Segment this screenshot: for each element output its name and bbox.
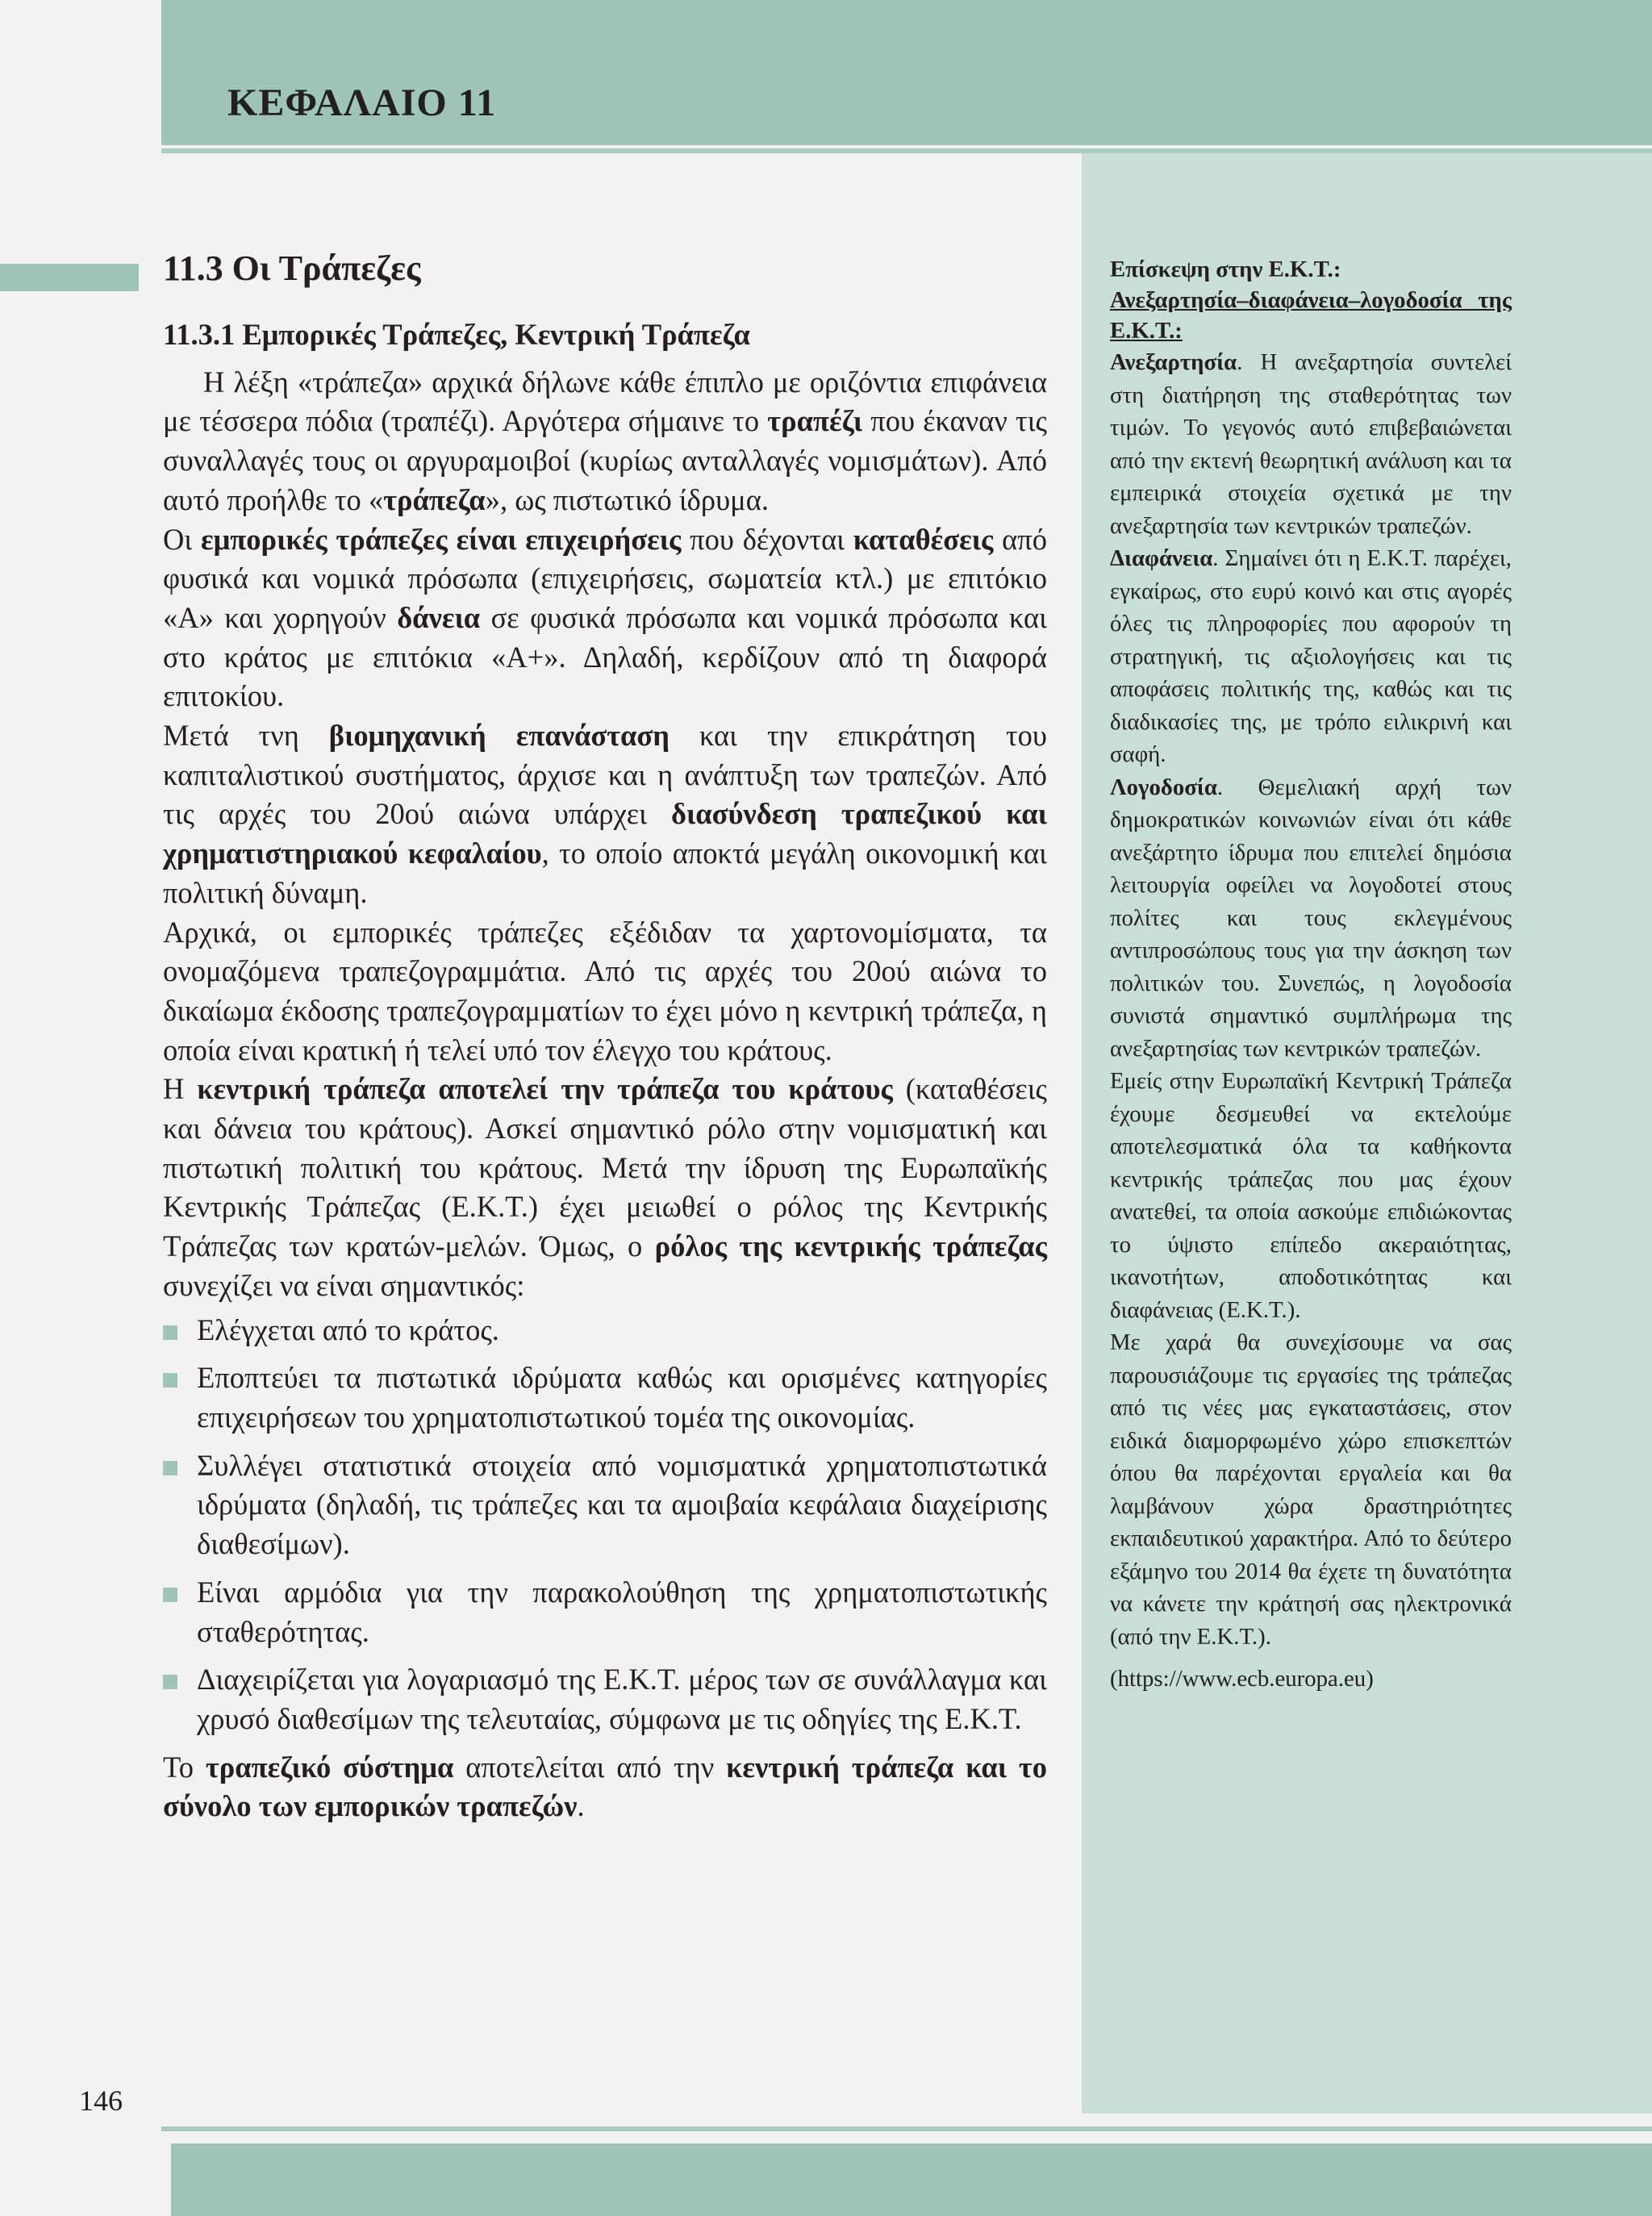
central-bank-role-list: [163, 1311, 1047, 1739]
chapter-title: ΚΕΦΑΛΑΙΟ 11: [227, 81, 497, 124]
square-bullet-icon: [163, 1325, 177, 1340]
bold-term: Διαφάνεια: [1110, 545, 1213, 571]
sidebar-accountability: Λογοδοσία. Θεμελιακή αρχή των δημοκρατικών κοινωνιών είναι ότι κάθε ανεξάρτητο ίδρυμα που επιτελεί δημόσια λειτουργία οφείλει να λογοδοτεί στους πολίτες και τους εκλεγμένους αντιπροσώπους τους για την άσκηση των πολιτικών του. Συνεπώς, η λογοδοσία συνιστά σημαντικό συμπλήρωμα της ανεξαρτησίας των κεντρικών τραπεζών.: [1110, 774, 1512, 1062]
bold-term: βιομηχανική επανάσταση: [328, 719, 670, 753]
section-title: 11.3 Οι Τράπεζες: [163, 248, 421, 288]
sidebar-commitment: Εμείς στην Ευρωπαϊκή Κεντρική Τράπεζα έχουμε δεσμευθεί να εκτελούμε αποτελεσματικά όλα τα καθήκοντα κεντρικής τράπεζας που μας έχουν ανατεθεί, τα οποία ασκούμε επιδιώκοντας το ύψιστο επίπεδο ακεραιότητας, ικανοτήτων, αποδοτικότητας και διαφάνειας (Ε.Κ.Τ.).: [1110, 1068, 1512, 1323]
square-bullet-icon: [163, 1373, 177, 1388]
paragraph-banknotes: Αρχικά, οι εμπορικές τράπεζες εξέδιδαν τα χαρτονομίσματα, τα ονομαζόμενα τραπεζογραμμάτια. Από τις αρχές του 20ού αιώνα το δικαίωμα έκδοσης τραπεζογραμματίων το έχει μόνο η κεντρική τράπεζα, η οποία είναι κρατική ή τελεί υπό τον έλεγχο του κράτους.: [163, 915, 1047, 1066]
paragraph-banking-system: Το τραπεζικό σύστημα αποτελείται από την κεντρική τράπεζα και το σύνολο των εμπορικών τραπεζών.: [163, 1750, 1047, 1823]
bold-term: δάνεια: [397, 600, 481, 634]
paragraph-origin: Η λέξη «τράπεζα» αρχικά δήλωνε κάθε έπιπλο με οριζόντια επιφάνεια με τέσσερα πόδια (τραπέζι). Αργότερα σήμαινε το τραπέζι που έκαναν τις συναλλαγές τους οι αργυραμοιβοί (κυρίως ανταλλαγές νομισμάτων). Από αυτό προήλθε το «τράπεζα», ως πιστωτικό ίδρυμα.: [163, 365, 1047, 516]
bold-term: Ανεξαρτησία: [1110, 349, 1237, 375]
bold-term: κεντρική τράπεζα και το σύνολο των εμπορικών τραπεζών: [163, 1750, 1047, 1823]
square-bullet-icon: [163, 1461, 177, 1475]
sidebar-independence: Ανεξαρτησία. Η ανεξαρτησία συντελεί στη διατήρηση της σταθερότητας των τιμών. Το γεγονός αυτό επιβεβαιώνεται από την εκτενή θεωρητική ανάλυση και τα εμπειρικά στοιχεία σχετικά με την ανεξαρτησία των κεντρικών τραπεζών.: [1110, 349, 1512, 539]
subsection-title: 11.3.1 Εμπορικές Τράπεζες, Κεντρική Τράπεζα: [163, 318, 750, 351]
bold-term: τραπέζι: [767, 404, 863, 438]
paragraph-central-bank: Η κεντρική τράπεζα αποτελεί την τράπεζα του κράτους (καταθέσεις και δάνεια του κράτους). Ασκεί σημαντικό ρόλο στην νομισματική και πιστωτική πολιτική του κράτους. Μετά την ίδρυση της Ευρωπαϊκής Κεντρικής Τράπεζας (Ε.Κ.Τ.) έχει μειωθεί ο ρόλος της Κεντρικής Τράπεζας των κρατών-μελών. Όμως, ο ρόλος της κεντρικής τράπεζας συνεχίζει να είναι σημαντικός:: [163, 1072, 1048, 1302]
page-number: 146: [79, 2085, 123, 2117]
bold-term: εμπορικές τράπεζες είναι επιχειρήσεις: [200, 522, 682, 556]
footer-divider: [161, 2126, 1652, 2131]
footer-band: [171, 2143, 1652, 2216]
bold-term: Λογοδοσία: [1110, 774, 1217, 800]
paragraph-industrial-revolution: Μετά τνη βιομηχανική επανάσταση και την επικράτηση του καπιταλιστικού συστήματος, άρχισε και η ανάπτυξη των τραπεζών. Από τις αρχές του 20ού αιώνα υπάρχει διασύνδεση τραπεζικού και χρηματιστηριακού κεφαλαίου, το οποίο αποκτά μεγάλη οικονομική και πολιτική δύναμη.: [163, 719, 1047, 909]
bold-term: τραπεζικό σύστημα: [205, 1750, 454, 1784]
sidebar-subheading: Ανεξαρτησία–διαφάνεια–λογοδοσία της Ε.Κ.Τ.:: [1110, 287, 1512, 344]
bold-term: κεντρική τράπεζα αποτελεί την τράπεζα του κράτους: [197, 1072, 893, 1106]
paragraph-commercial-banks: Οι εμπορικές τράπεζες είναι επιχειρήσεις που δέχονται καταθέσεις από φυσικά και νομικά πρόσωπα (επιχειρήσεις, σωματεία κτλ.) με επιτόκιο «Α» και χορηγούν δάνεια σε φυσικά πρόσωπα και νομικά πρόσωπα και στο κράτος με επιτόκια «Α+». Δηλαδή, κερδίζουν από τη διαφορά επιτοκίου.: [163, 522, 1047, 713]
square-bullet-icon: [163, 1588, 177, 1602]
sidebar-heading: Επίσκεψη στην Ε.Κ.Τ.: Ανεξαρτησία–διαφάνεια–λογοδοσία της Ε.Κ.Τ.:: [1110, 257, 1512, 344]
sidebar-visit: Με χαρά θα συνεχίσουμε να σας παρουσιάζουμε τις εργασίες της τράπεζας από τις νέες μας εγκαταστάσεις, στον ειδικά διαμορφωμένο χώρο επισκεπτών όπου θα παρέχονται εργαλεία και θα λαμβάνουν χώρα δραστηριότητες εκπαιδευτικού χαρακτήρα. Από το δεύτερο εξάμηνο του 2014 θα έχετε τη δυνατότητα να κάνετε την κράτησή σας ηλεκτρονικά (από την Ε.Κ.Τ.).: [1110, 1329, 1512, 1650]
main-column: [163, 246, 1047, 1826]
list-item: Είναι αρμόδια για την παρακολούθηση της χρηματοπιστωτικής σταθερότητας.: [163, 1573, 1047, 1651]
list-item: Διαχειρίζεται για λογαριασμό της Ε.Κ.Τ. μέρος των σε συνάλλαγμα και χρυσό διαθεσίμων της τελευταίας, σύμφωνα με τις οδηγίες της Ε.Κ.Τ.: [163, 1660, 1047, 1738]
list-item: Συλλέγει στατιστικά στοιχεία από νομισματικά χρηματοπιστωτικά ιδρύματα (δηλαδή, τις τράπεζες και τα αμοιβαία κεφάλαια διαχείρισης διαθεσίμων).: [163, 1446, 1047, 1564]
list-item: Ελέγχεται από το κράτος.: [163, 1311, 1047, 1350]
bold-term: διασύνδεση τραπεζικού και χρηματιστηριακού κεφαλαίου: [163, 797, 1047, 870]
sidebar-text: [1110, 254, 1512, 1696]
square-bullet-icon: [163, 1675, 177, 1689]
bold-term: καταθέσεις: [853, 522, 994, 556]
bold-term: τράπεζα: [383, 482, 486, 516]
sidebar-transparency: Διαφάνεια. Σημαίνει ότι η Ε.Κ.Τ. παρέχει, εγκαίρως, στο ευρύ κοινό και στις αγορές όλες τις πληροφορίες που αφορούν τη στρατηγική, τις αξιολογήσεις και τις αποφάσεις πολιτικής της, καθώς και τις διαδικασίες της, με τρόπο ειλικρινή και σαφή.: [1110, 545, 1512, 767]
list-item: Εποπτεύει τα πιστωτικά ιδρύματα καθώς και ορισμένες κατηγορίες επιχειρήσεων του χρηματοπιστωτικού τομέα της οικονομίας.: [163, 1358, 1047, 1437]
section-tab-marker: [0, 264, 139, 291]
sidebar-url: (https://www.ecb.europa.eu): [1110, 1666, 1374, 1692]
bold-term: ρόλος της κεντρικής τράπεζας: [654, 1229, 1047, 1263]
